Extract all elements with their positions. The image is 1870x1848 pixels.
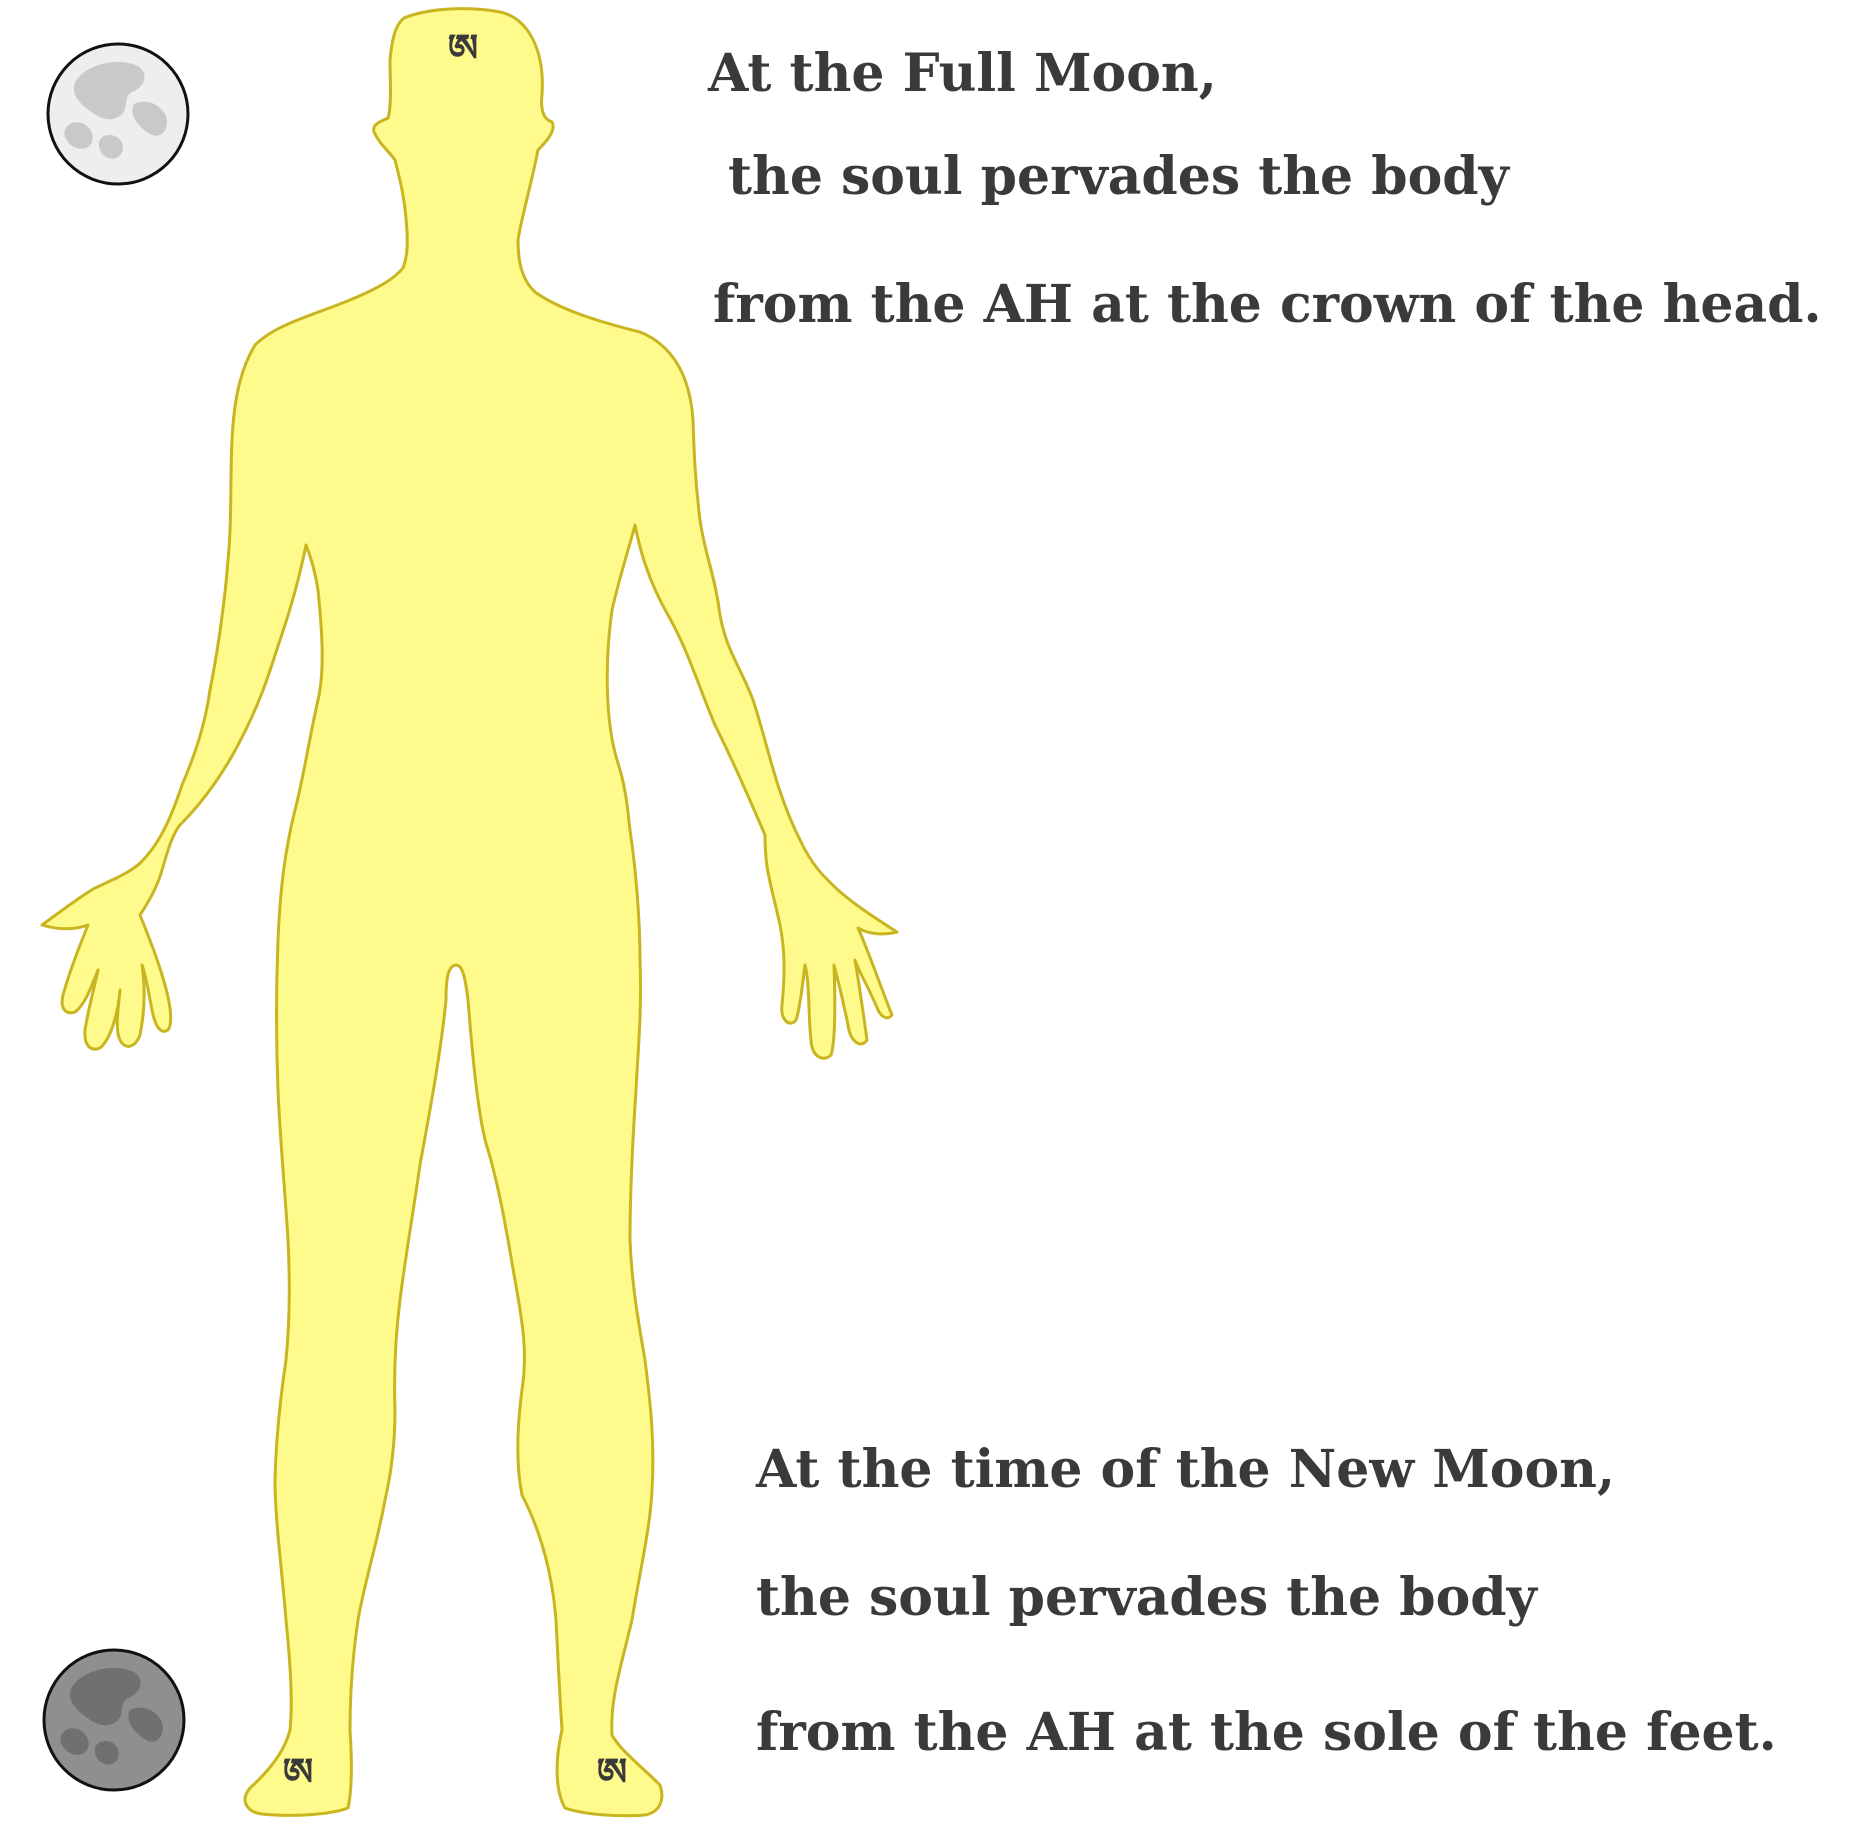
new-moon-caption-line-1: At the time of the New Moon, bbox=[756, 1439, 1616, 1500]
new-moon-caption-line-3: from the AH at the sole of the feet. bbox=[756, 1702, 1777, 1763]
new-moon-caption-line-2: the soul pervades the body bbox=[756, 1567, 1537, 1628]
full-moon-caption-line-1: At the Full Moon, bbox=[708, 43, 1217, 104]
new-moon-icon bbox=[44, 1650, 184, 1790]
full-moon-icon bbox=[48, 44, 188, 184]
left-sole-ah-syllable: ཨ bbox=[282, 1749, 314, 1794]
full-moon-caption-line-2: the soul pervades the body bbox=[728, 146, 1509, 207]
right-sole-ah-syllable: ཨ bbox=[596, 1749, 628, 1794]
full-moon-caption-line-3: from the AH at the crown of the head. bbox=[713, 274, 1822, 335]
crown-ah-syllable: ཨ bbox=[447, 25, 479, 70]
